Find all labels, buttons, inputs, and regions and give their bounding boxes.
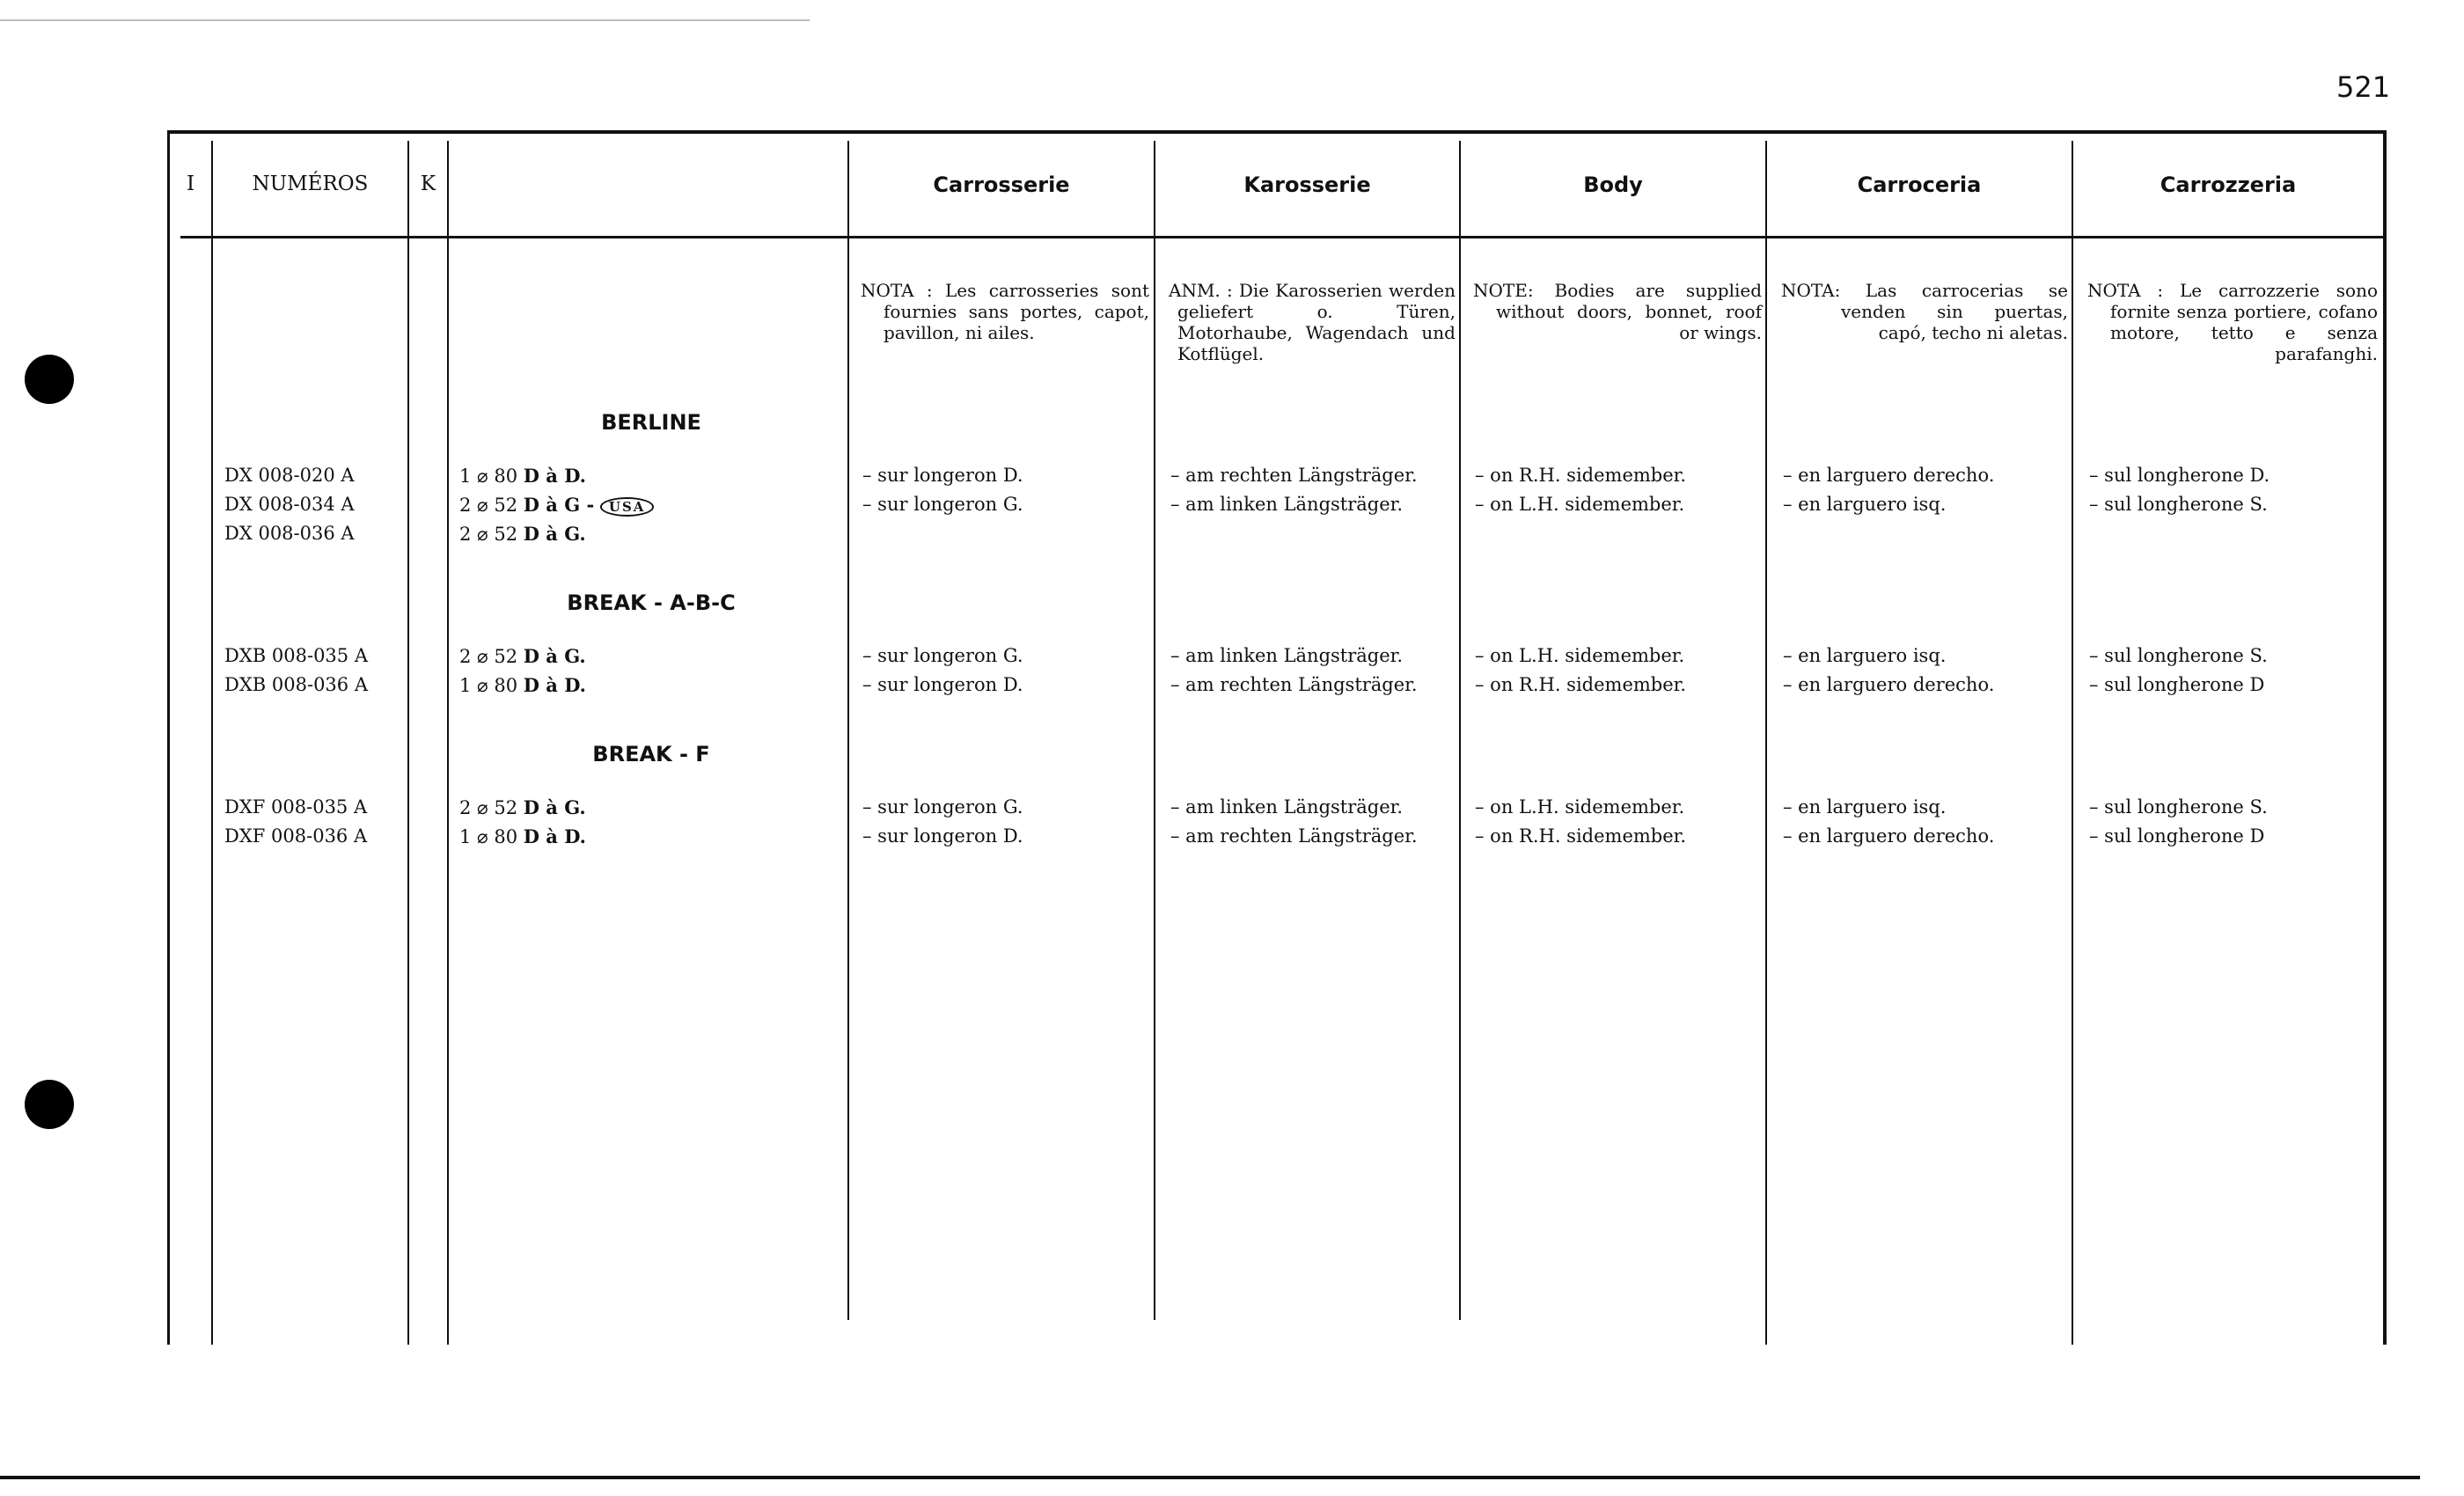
- note-de-first: ANM. : Die Karosserien werden: [1169, 280, 1456, 301]
- text-it: – sul longherone D: [2089, 674, 2265, 695]
- text-it: – sul longherone D: [2089, 825, 2265, 847]
- text-de: – am rechten Längsträger.: [1170, 674, 1418, 695]
- text-en: – on R.H. sidemember.: [1475, 674, 1687, 695]
- text-it: – sul longherone S.: [2089, 494, 2268, 515]
- col-divider-body: [1765, 141, 1767, 1345]
- quantity: 1 ⌀ 80: [459, 826, 518, 847]
- note-fr-rest: fournies sans portes, capot, pavillon, ni ailes.: [884, 301, 1149, 343]
- text-fr: – sur longeron D.: [862, 825, 1023, 847]
- text-en: – on L.H. sidemember.: [1475, 645, 1685, 666]
- table-bottom-border: [0, 1476, 2420, 1479]
- position: D à G.: [523, 645, 586, 667]
- note-fr-first: NOTA : Les carrosseries sont: [861, 280, 1149, 301]
- text-fr: – sur longeron D.: [862, 674, 1023, 695]
- header-k: K: [420, 172, 436, 195]
- col-divider-i: [211, 141, 213, 1345]
- text-de: – am linken Längsträger.: [1170, 494, 1404, 515]
- note-de-rest: geliefert o. Türen, Motorhaube, Wagendach und Kotflügel.: [1177, 301, 1456, 364]
- note-en: [1473, 280, 1762, 343]
- note-es-rest: venden sin puertas, capó, techo ni aletas.: [1841, 301, 2068, 343]
- col-divider-carrosserie: [1154, 141, 1155, 1320]
- text-fr: – sur longeron G.: [862, 796, 1023, 818]
- quantity-desc: [459, 465, 586, 487]
- text-fr: – sur longeron G.: [862, 645, 1023, 666]
- quantity-desc: [459, 523, 586, 545]
- usa-badge: USA: [600, 497, 655, 517]
- quantity: 2 ⌀ 52: [459, 797, 518, 818]
- position: D à D.: [523, 465, 586, 487]
- section-title-break-abc: BREAK - A-B-C: [567, 590, 736, 615]
- text-fr: – sur longeron G.: [862, 494, 1023, 515]
- page-number: 521: [2336, 70, 2391, 104]
- text-es: – en larguero derecho.: [1783, 674, 1995, 695]
- text-en: – on L.H. sidemember.: [1475, 494, 1685, 515]
- note-en-rest: without doors, bonnet, roof or wings.: [1496, 301, 1762, 343]
- quantity: 2 ⌀ 52: [459, 495, 518, 516]
- quantity-desc: [459, 645, 586, 667]
- punch-hole-bottom: [25, 1080, 74, 1129]
- col-divider-k: [447, 141, 449, 1345]
- header-carroceria: Carroceria: [1857, 172, 1982, 197]
- col-divider-karosserie: [1459, 141, 1461, 1320]
- table-header-rule: [180, 236, 2385, 238]
- punch-hole-top: [25, 355, 74, 404]
- header-body: Body: [1583, 172, 1643, 197]
- position: D à D.: [523, 825, 586, 847]
- part-number: DXB 008-035 A: [224, 645, 368, 666]
- text-de: – am linken Längsträger.: [1170, 645, 1404, 666]
- part-number: DXF 008-036 A: [224, 825, 368, 847]
- text-es: – en larguero isq.: [1783, 645, 1947, 666]
- quantity: 1 ⌀ 80: [459, 466, 518, 487]
- part-number: DX 008-020 A: [224, 465, 355, 486]
- text-fr: – sur longeron D.: [862, 465, 1023, 486]
- part-number: DX 008-034 A: [224, 494, 355, 515]
- col-divider-carroceria: [2072, 141, 2073, 1345]
- note-it: [2087, 280, 2378, 364]
- quantity: 2 ⌀ 52: [459, 646, 518, 667]
- header-numeros: NUMÉROS: [252, 172, 369, 195]
- section-title-berline: BERLINE: [601, 410, 701, 435]
- header-carrozzeria: Carrozzeria: [2160, 172, 2297, 197]
- text-en: – on R.H. sidemember.: [1475, 465, 1687, 486]
- col-divider-desc: [847, 141, 849, 1320]
- part-number: DX 008-036 A: [224, 523, 355, 544]
- header-i: I: [186, 172, 195, 195]
- quantity-desc: [459, 796, 586, 818]
- table-left-border: [167, 130, 170, 1345]
- part-number: DXF 008-035 A: [224, 796, 368, 818]
- text-it: – sul longherone S.: [2089, 645, 2268, 666]
- part-number: DXB 008-036 A: [224, 674, 368, 695]
- header-carrosserie: Carrosserie: [933, 172, 1070, 197]
- note-es-first: NOTA: Las carrocerias se: [1781, 280, 2068, 301]
- text-en: – on L.H. sidemember.: [1475, 796, 1685, 818]
- note-it-first: NOTA : Le carrozzerie sono: [2087, 280, 2378, 301]
- quantity: 2 ⌀ 52: [459, 524, 518, 545]
- text-es: – en larguero isq.: [1783, 796, 1947, 818]
- text-de: – am linken Längsträger.: [1170, 796, 1404, 818]
- quantity-desc: [459, 674, 586, 696]
- quantity-desc: [459, 825, 586, 847]
- note-es: [1781, 280, 2068, 343]
- note-fr: [861, 280, 1149, 343]
- text-es: – en larguero derecho.: [1783, 825, 1995, 847]
- position: D à G -: [523, 494, 595, 516]
- section-title-break-f: BREAK - F: [592, 742, 710, 766]
- text-it: – sul longherone S.: [2089, 796, 2268, 818]
- text-de: – am rechten Längsträger.: [1170, 825, 1418, 847]
- header-karosserie: Karosserie: [1243, 172, 1371, 197]
- text-de: – am rechten Längsträger.: [1170, 465, 1418, 486]
- text-es: – en larguero derecho.: [1783, 465, 1995, 486]
- quantity: 1 ⌀ 80: [459, 675, 518, 696]
- note-en-first: NOTE: Bodies are supplied: [1473, 280, 1762, 301]
- text-es: – en larguero isq.: [1783, 494, 1947, 515]
- note-it-rest: fornite senza portiere, cofano motore, tetto e senza parafanghi.: [2110, 301, 2378, 364]
- text-it: – sul longherone D.: [2089, 465, 2270, 486]
- table-right-border: [2383, 130, 2387, 1345]
- table-top-border: [169, 130, 2387, 134]
- text-en: – on R.H. sidemember.: [1475, 825, 1687, 847]
- note-de: [1169, 280, 1456, 364]
- position: D à G.: [523, 796, 586, 818]
- top-faint-rule: [0, 19, 810, 21]
- quantity-desc: [459, 494, 654, 517]
- position: D à G.: [523, 523, 586, 545]
- col-divider-numeros: [407, 141, 409, 1345]
- position: D à D.: [523, 674, 586, 696]
